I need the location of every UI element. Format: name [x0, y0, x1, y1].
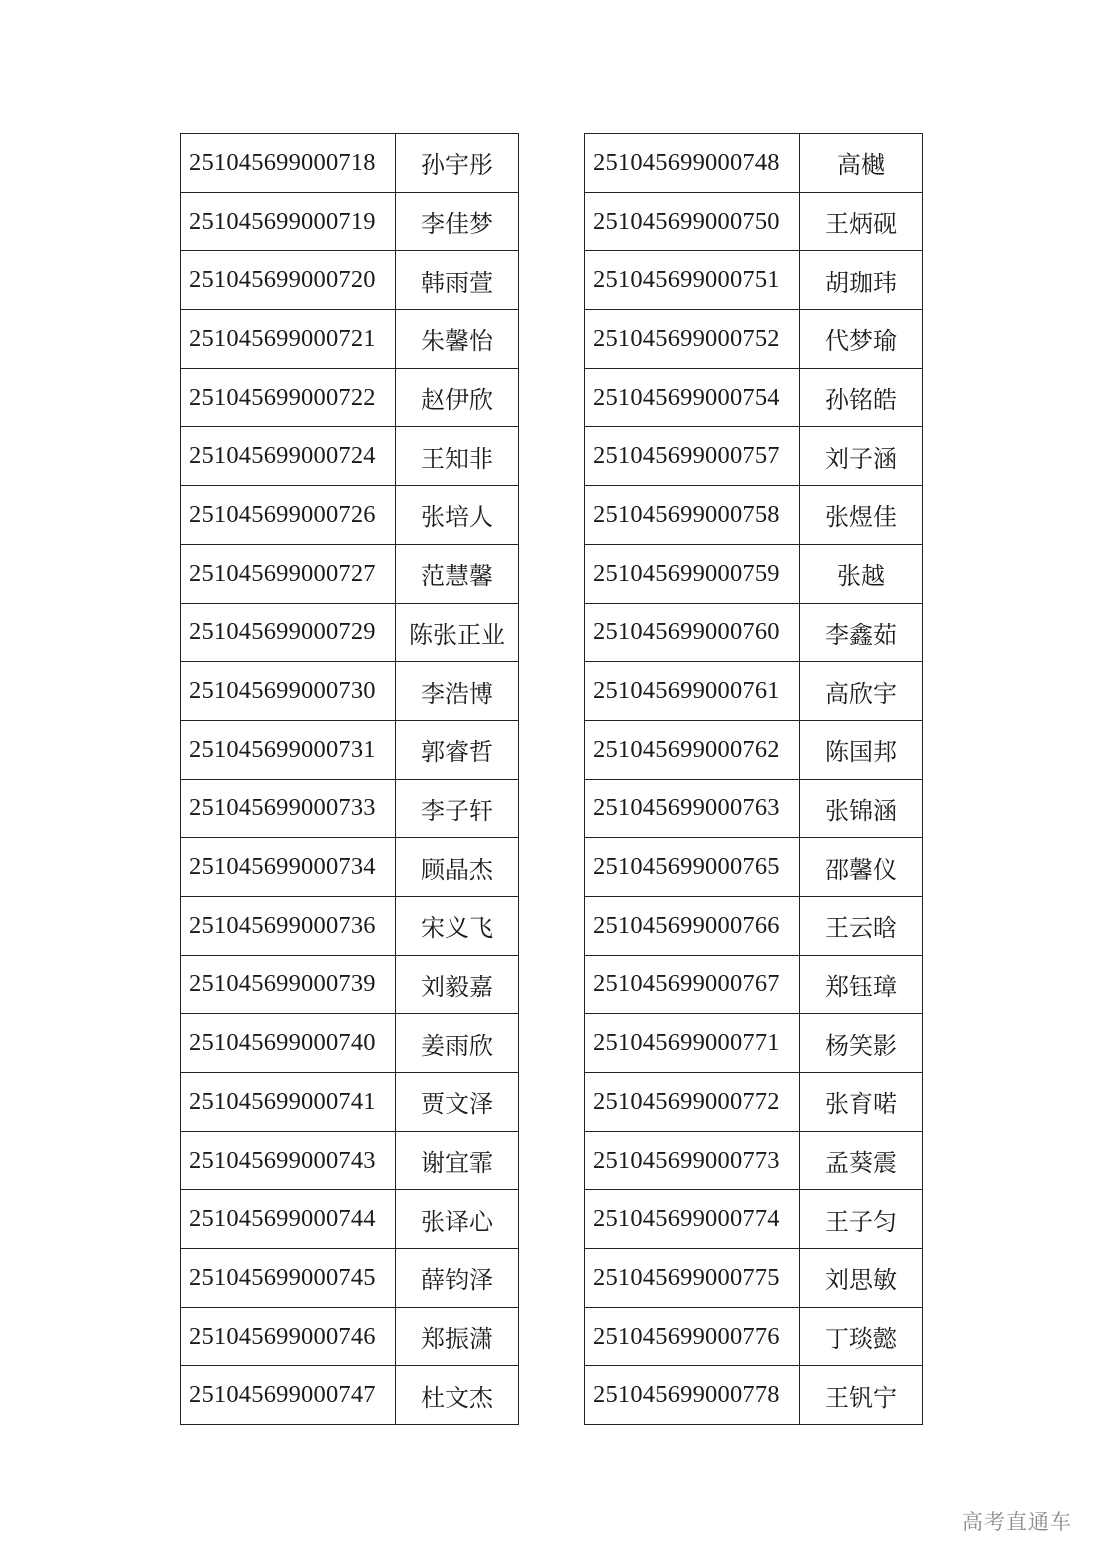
table-row	[585, 779, 923, 838]
roster-table-left-body	[181, 134, 519, 1425]
table-row	[181, 368, 519, 427]
table-row	[585, 955, 923, 1014]
table-row	[181, 134, 519, 193]
candidate-name-cell: 张锦涵	[800, 779, 923, 838]
table-row	[585, 427, 923, 486]
table-row	[181, 1366, 519, 1425]
candidate-name-cell: 代梦瑜	[800, 310, 923, 369]
candidate-name-cell: 张越	[800, 544, 923, 603]
candidate-name-cell: 韩雨萱	[396, 251, 519, 310]
table-row	[181, 720, 519, 779]
table-row	[181, 1307, 519, 1366]
candidate-name-cell: 胡珈玮	[800, 251, 923, 310]
candidate-name-cell: 王钒宁	[800, 1366, 923, 1425]
table-row	[585, 368, 923, 427]
candidate-name-cell: 郑钰璋	[800, 955, 923, 1014]
candidate-name-cell: 杜文杰	[396, 1366, 519, 1425]
candidate-name-cell: 李鑫茹	[800, 603, 923, 662]
candidate-id-cell: 251045699000765	[585, 838, 800, 897]
table-row	[585, 838, 923, 897]
table-row	[181, 310, 519, 369]
candidate-id-cell: 251045699000743	[181, 1131, 396, 1190]
candidate-id-cell: 251045699000776	[585, 1307, 800, 1366]
candidate-id-cell: 251045699000760	[585, 603, 800, 662]
table-row	[585, 1307, 923, 1366]
candidate-id-cell: 251045699000741	[181, 1073, 396, 1132]
table-row	[585, 662, 923, 721]
candidate-name-cell: 张译心	[396, 1190, 519, 1249]
candidate-name-cell: 丁琰懿	[800, 1307, 923, 1366]
candidate-id-cell: 251045699000729	[181, 603, 396, 662]
candidate-name-cell: 高欣宇	[800, 662, 923, 721]
table-row	[585, 486, 923, 545]
table-row	[585, 1366, 923, 1425]
candidate-id-cell: 251045699000773	[585, 1131, 800, 1190]
table-row	[585, 251, 923, 310]
roster-table-left	[180, 133, 519, 1425]
candidate-id-cell: 251045699000726	[181, 486, 396, 545]
candidate-id-cell: 251045699000747	[181, 1366, 396, 1425]
candidate-id-cell: 251045699000759	[585, 544, 800, 603]
candidate-id-cell: 251045699000775	[585, 1249, 800, 1308]
candidate-id-cell: 251045699000772	[585, 1073, 800, 1132]
candidate-name-cell: 王知非	[396, 427, 519, 486]
table-row	[181, 486, 519, 545]
candidate-name-cell: 王云晗	[800, 896, 923, 955]
candidate-name-cell: 贾文泽	[396, 1073, 519, 1132]
table-row	[181, 427, 519, 486]
candidate-name-cell: 姜雨欣	[396, 1014, 519, 1073]
candidate-id-cell: 251045699000733	[181, 779, 396, 838]
table-row	[181, 603, 519, 662]
table-row	[181, 896, 519, 955]
candidate-name-cell: 赵伊欣	[396, 368, 519, 427]
candidate-id-cell: 251045699000748	[585, 134, 800, 193]
candidate-id-cell: 251045699000740	[181, 1014, 396, 1073]
candidate-id-cell: 251045699000761	[585, 662, 800, 721]
candidate-id-cell: 251045699000745	[181, 1249, 396, 1308]
candidate-name-cell: 李浩博	[396, 662, 519, 721]
table-row	[181, 955, 519, 1014]
table-row	[181, 1131, 519, 1190]
candidate-id-cell: 251045699000771	[585, 1014, 800, 1073]
candidate-name-cell: 王炳砚	[800, 192, 923, 251]
table-row	[585, 310, 923, 369]
candidate-name-cell: 张煜佳	[800, 486, 923, 545]
table-row	[181, 192, 519, 251]
table-row	[585, 544, 923, 603]
candidate-id-cell: 251045699000746	[181, 1307, 396, 1366]
candidate-name-cell: 陈张正业	[396, 603, 519, 662]
candidate-id-cell: 251045699000731	[181, 720, 396, 779]
table-row	[585, 720, 923, 779]
candidate-id-cell: 251045699000734	[181, 838, 396, 897]
candidate-name-cell: 陈国邦	[800, 720, 923, 779]
table-row	[181, 1249, 519, 1308]
table-row	[585, 1190, 923, 1249]
candidate-id-cell: 251045699000778	[585, 1366, 800, 1425]
candidate-name-cell: 郑振潇	[396, 1307, 519, 1366]
candidate-name-cell: 李子轩	[396, 779, 519, 838]
candidate-id-cell: 251045699000757	[585, 427, 800, 486]
candidate-id-cell: 251045699000730	[181, 662, 396, 721]
watermark-text: 高考直通车	[962, 1510, 1072, 1534]
candidate-id-cell: 251045699000718	[181, 134, 396, 193]
candidate-name-cell: 孟葵震	[800, 1131, 923, 1190]
table-row	[585, 603, 923, 662]
candidate-id-cell: 251045699000762	[585, 720, 800, 779]
candidate-name-cell: 李佳梦	[396, 192, 519, 251]
candidate-id-cell: 251045699000720	[181, 251, 396, 310]
candidate-id-cell: 251045699000750	[585, 192, 800, 251]
table-row	[181, 1190, 519, 1249]
candidate-id-cell: 251045699000754	[585, 368, 800, 427]
candidate-name-cell: 高樾	[800, 134, 923, 193]
table-row	[585, 1014, 923, 1073]
candidate-id-cell: 251045699000736	[181, 896, 396, 955]
candidate-name-cell: 杨笑影	[800, 1014, 923, 1073]
candidate-id-cell: 251045699000767	[585, 955, 800, 1014]
table-row	[585, 192, 923, 251]
candidate-id-cell: 251045699000744	[181, 1190, 396, 1249]
table-row	[181, 662, 519, 721]
candidate-id-cell: 251045699000724	[181, 427, 396, 486]
table-row	[181, 779, 519, 838]
candidate-name-cell: 张育喏	[800, 1073, 923, 1132]
candidate-name-cell: 郭睿哲	[396, 720, 519, 779]
candidate-name-cell: 邵馨仪	[800, 838, 923, 897]
table-row	[585, 1073, 923, 1132]
candidate-name-cell: 孙宇彤	[396, 134, 519, 193]
candidate-id-cell: 251045699000766	[585, 896, 800, 955]
table-row	[585, 896, 923, 955]
table-row	[585, 1249, 923, 1308]
candidate-name-cell: 王子匀	[800, 1190, 923, 1249]
table-row	[585, 1131, 923, 1190]
candidate-name-cell: 刘子涵	[800, 427, 923, 486]
table-row	[585, 134, 923, 193]
candidate-id-cell: 251045699000763	[585, 779, 800, 838]
candidate-id-cell: 251045699000719	[181, 192, 396, 251]
candidate-id-cell: 251045699000721	[181, 310, 396, 369]
table-row	[181, 1073, 519, 1132]
candidate-name-cell: 顾晶杰	[396, 838, 519, 897]
roster-table-right	[584, 133, 923, 1425]
candidate-name-cell: 宋义飞	[396, 896, 519, 955]
candidate-name-cell: 谢宜霏	[396, 1131, 519, 1190]
candidate-name-cell: 薛钧泽	[396, 1249, 519, 1308]
table-row	[181, 544, 519, 603]
table-row	[181, 838, 519, 897]
table-row	[181, 1014, 519, 1073]
table-row	[181, 251, 519, 310]
candidate-id-cell: 251045699000758	[585, 486, 800, 545]
candidate-name-cell: 朱馨怡	[396, 310, 519, 369]
candidate-id-cell: 251045699000752	[585, 310, 800, 369]
candidate-name-cell: 范慧馨	[396, 544, 519, 603]
candidate-name-cell: 孙铭皓	[800, 368, 923, 427]
candidate-id-cell: 251045699000739	[181, 955, 396, 1014]
candidate-name-cell: 刘思敏	[800, 1249, 923, 1308]
candidate-id-cell: 251045699000751	[585, 251, 800, 310]
candidate-id-cell: 251045699000722	[181, 368, 396, 427]
candidate-name-cell: 张培人	[396, 486, 519, 545]
candidate-id-cell: 251045699000774	[585, 1190, 800, 1249]
candidate-id-cell: 251045699000727	[181, 544, 396, 603]
candidate-name-cell: 刘毅嘉	[396, 955, 519, 1014]
roster-table-right-body	[585, 134, 923, 1425]
